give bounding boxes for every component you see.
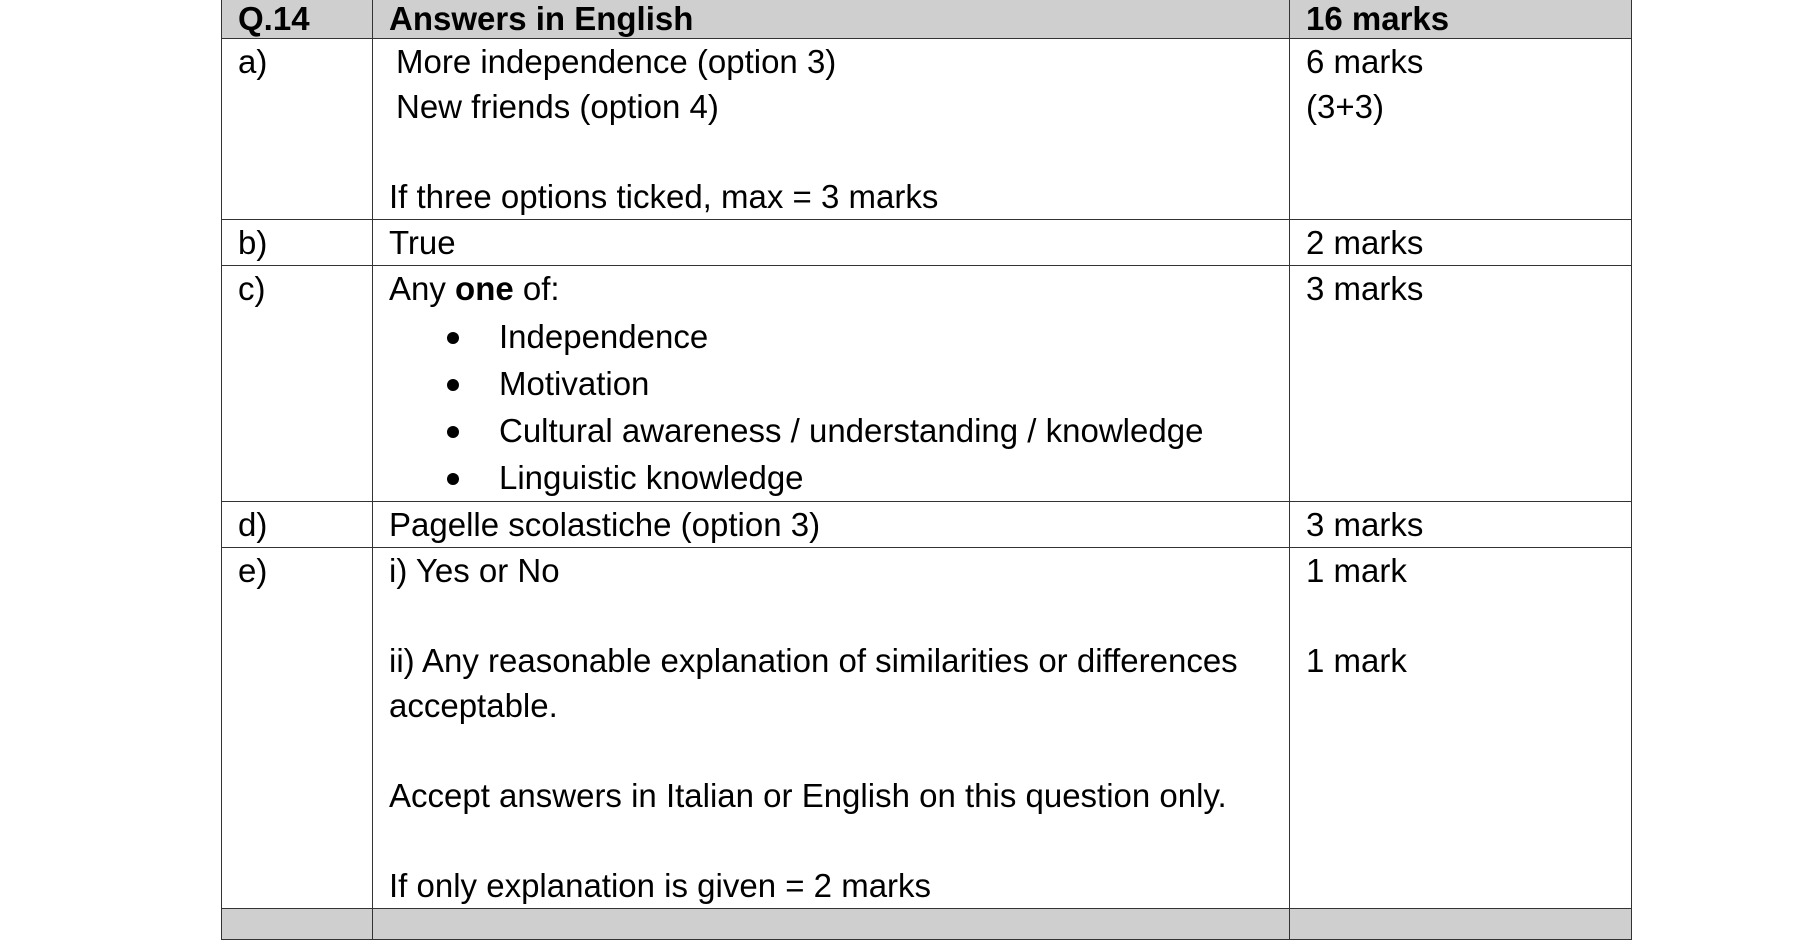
- marks-cell: [1290, 502, 1632, 548]
- list-item: [389, 360, 1273, 407]
- bullet-icon: [447, 332, 459, 344]
- marks-value: 3 marks: [1306, 270, 1424, 307]
- answer-line: i) Yes or No: [389, 552, 560, 589]
- option-text: Cultural awareness / understanding / knowledge: [499, 412, 1204, 449]
- answer-line: ii) Any reasonable explanation of similarities or differences acceptable.: [389, 642, 1238, 724]
- mark-scheme-page: [221, 0, 1631, 940]
- intro-emphasis: one: [455, 270, 514, 307]
- footer-cell: [373, 909, 1290, 940]
- answer-cell: [373, 266, 1290, 502]
- answer-line: Accept answers in Italian or English on this question only.: [389, 777, 1227, 814]
- marks-cell: [1290, 266, 1632, 502]
- footer-cell: [1290, 909, 1632, 940]
- table-row-b: [222, 220, 1632, 266]
- list-item: [389, 313, 1273, 360]
- list-item: [389, 407, 1273, 454]
- answer-cell: [373, 502, 1290, 548]
- marks-cell: [1290, 220, 1632, 266]
- spacer: [389, 818, 1273, 863]
- spacer: [1306, 593, 1615, 638]
- intro-text: of:: [513, 270, 560, 307]
- answer-note: If only explanation is given = 2 marks: [389, 867, 932, 904]
- footer-cell: [222, 909, 373, 940]
- answer-line: True: [389, 224, 456, 261]
- marks-value: 6 marks: [1306, 43, 1424, 80]
- marks-value: 1 mark: [1306, 552, 1407, 589]
- intro-text: Any: [389, 270, 456, 307]
- part-label: c): [222, 266, 373, 502]
- spacer: [389, 593, 1273, 638]
- answer-line: New friends (option 4): [396, 88, 719, 125]
- marks-value: 2 marks: [1306, 224, 1424, 261]
- answer-line: Pagelle scolastiche (option 3): [389, 506, 821, 543]
- list-item: [389, 454, 1273, 501]
- table-row-c: [222, 266, 1632, 502]
- spacer: [389, 728, 1273, 773]
- answer-cell: [373, 220, 1290, 266]
- marks-cell: [1290, 39, 1632, 220]
- table-header-row: [222, 0, 1632, 39]
- part-label: b): [222, 220, 373, 266]
- options-list: [389, 313, 1273, 501]
- table-row-e: [222, 548, 1632, 909]
- answer-cell: [373, 548, 1290, 909]
- mark-scheme-table: [221, 0, 1632, 940]
- bullet-icon: [447, 379, 459, 391]
- answer-note: If three options ticked, max = 3 marks: [389, 178, 939, 215]
- answer-intro: [389, 266, 1273, 311]
- total-marks-header: 16 marks: [1290, 0, 1632, 39]
- option-text: Independence: [499, 318, 709, 355]
- option-text: Motivation: [499, 365, 650, 402]
- marks-value: 3 marks: [1306, 506, 1424, 543]
- marks-value: 1 mark: [1306, 642, 1407, 679]
- option-text: Linguistic knowledge: [499, 459, 804, 496]
- answer-line: More independence (option 3): [396, 43, 837, 80]
- bullet-icon: [447, 426, 459, 438]
- bullet-icon: [447, 473, 459, 485]
- part-label: d): [222, 502, 373, 548]
- answers-header: Answers in English: [373, 0, 1290, 39]
- spacer: [389, 129, 1273, 174]
- part-label: e): [222, 548, 373, 909]
- marks-cell: [1290, 548, 1632, 909]
- table-row-d: [222, 502, 1632, 548]
- table-row-a: [222, 39, 1632, 220]
- marks-breakdown: (3+3): [1306, 88, 1384, 125]
- next-question-header-row: [222, 909, 1632, 940]
- question-number-header: Q.14: [222, 0, 373, 39]
- answer-cell: [373, 39, 1290, 220]
- part-label: a): [222, 39, 373, 220]
